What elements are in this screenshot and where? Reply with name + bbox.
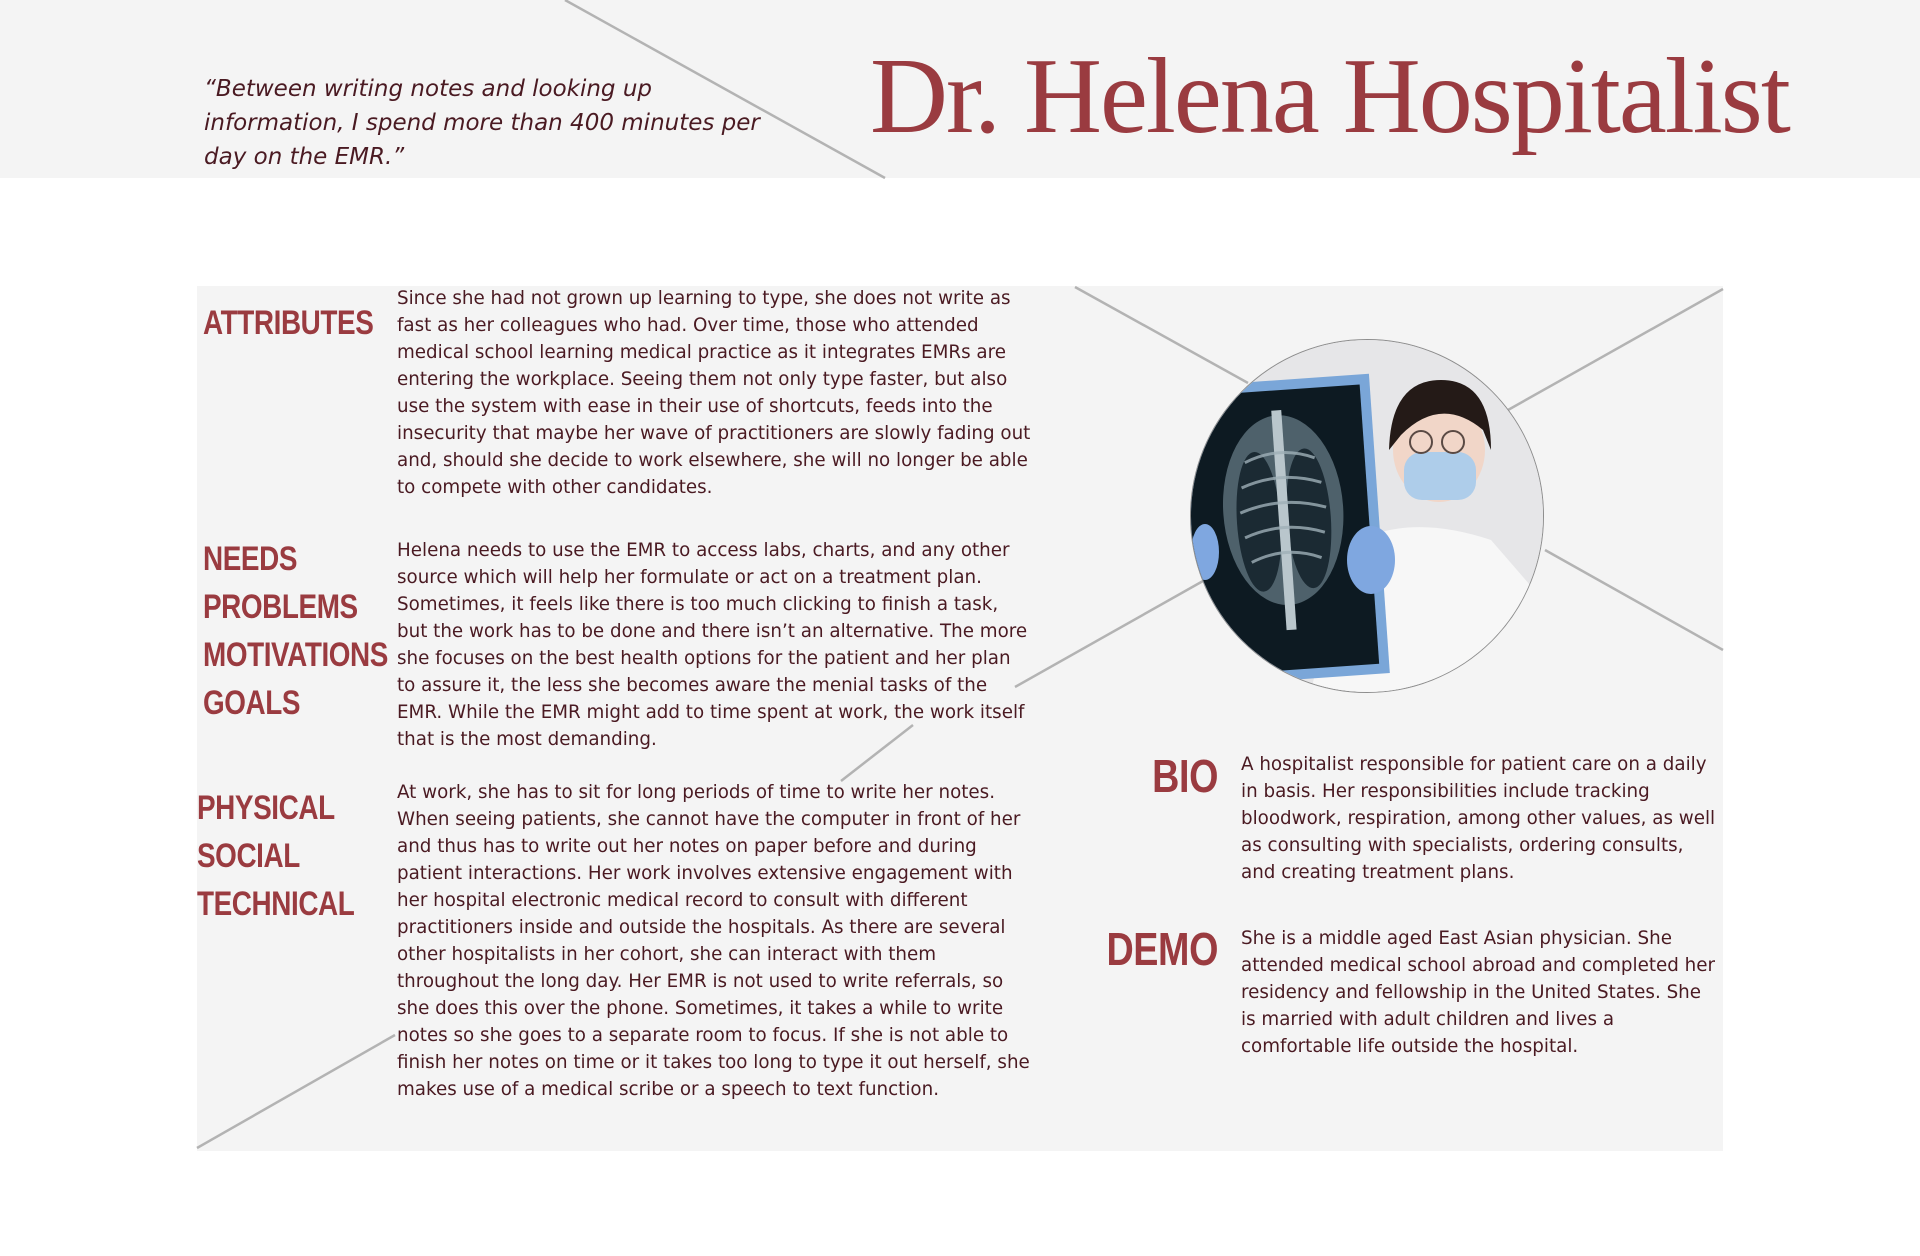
physical-labels xyxy=(197,784,354,928)
motivations-label: MOTIVATIONS xyxy=(203,636,388,674)
doctor-xray-icon xyxy=(1191,340,1543,692)
needs-text: Helena needs to use the EMR to access labs, charts, and any other source which will help her formulate or act on a treatment plan. Sometimes, it feels like there is too much clicking to finish a task, but the work has to be done and there isn’t an alternative. The more she focuses on the best health options for the patient and her plan to assure it, the less she becomes aware the menial tasks of the EMR. While the EMR might add to time spent at work, the work itself that is the most demanding. xyxy=(397,540,1028,750)
problems-label: PROBLEMS xyxy=(203,588,358,626)
needs-label: NEEDS xyxy=(203,540,298,578)
technical-label: TECHNICAL xyxy=(197,885,355,923)
physical-text: At work, she has to sit for long periods of time to write her notes. When seeing patients, she cannot have the computer in front of her and thus has to write out her notes on paper before and during patient interactions. Her work involves extensive engagement with her hospital electronic medical record to consult with different practitioners inside and outside the hospitals. As there are several other hospitalists in her cohort, she can interact with them throughout the long day. Her EMR is not used to write referrals, so she does this over the phone. Sometimes, it takes a while to write notes so she goes to a separate room to focus. If she is not able to finish her notes on time or it takes too long to type it out herself, she makes use of a medical scribe or a speech to text function. xyxy=(397,782,1030,1100)
persona-quote: “Between writing notes and looking up information, I spend more than 400 minutes per day on the EMR.” xyxy=(204,76,760,170)
attributes-text: Since she had not grown up learning to type, she does not write as fast as her colleagues who had. Over time, those who attended medical school learning medical practice as it integrates EMRs are entering the workplace. Seeing them not only type faster, but also use the system with ease in their use of shortcuts, feeds into the insecurity that maybe her wave of practitioners are slowly fading out and, should she decide to work elsewhere, she will no longer be able to compete with other candidates. xyxy=(397,288,1031,498)
attributes-label: ATTRIBUTES xyxy=(203,304,374,342)
demo-label: DEMO xyxy=(1106,923,1218,975)
demo-text: She is a middle aged East Asian physician. She attended medical school abroad and completed her residency and fellowship in the United States. She is married with adult children and lives a comfortable life outside the hospital. xyxy=(1241,928,1716,1057)
physical-label: PHYSICAL xyxy=(197,789,335,827)
social-label: SOCIAL xyxy=(197,837,300,875)
bio-label: BIO xyxy=(1152,750,1218,802)
needs-labels xyxy=(203,535,388,727)
goals-label: GOALS xyxy=(203,684,301,722)
page-title: Dr. Helena Hospitalist xyxy=(870,37,1789,156)
doctor-xray-photo xyxy=(1190,339,1544,693)
bio-text: A hospitalist responsible for patient care on a daily in basis. Her responsibilities include tracking bloodwork, respiration, among other values, as well as consulting with specialists, ordering consults, and creating treatment plans. xyxy=(1241,754,1716,883)
